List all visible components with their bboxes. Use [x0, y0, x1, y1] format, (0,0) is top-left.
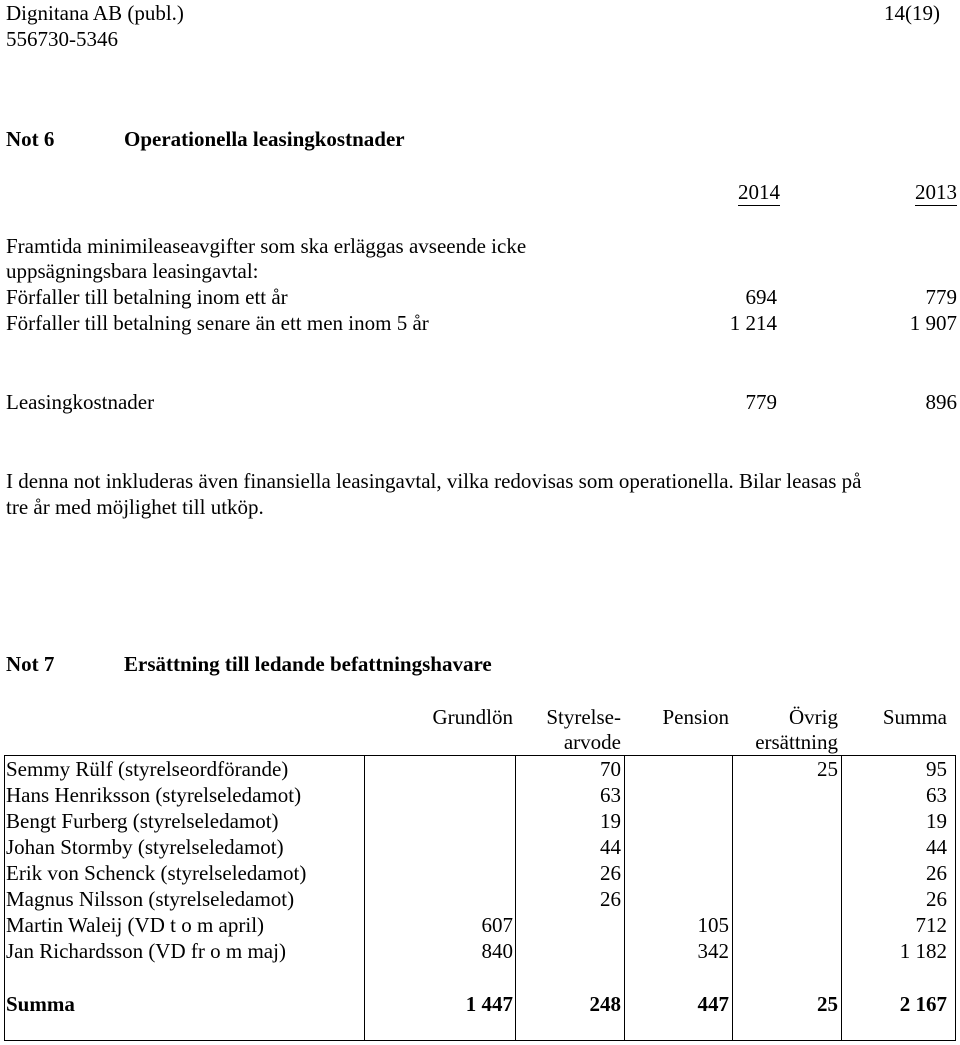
table-border-left — [4, 755, 5, 1041]
row-ovrig: 25 — [817, 757, 838, 781]
leasingkostnader-label: Leasingkostnader — [6, 390, 155, 414]
row-arvode: 19 — [600, 809, 621, 833]
col-header-arvode: arvode — [563, 730, 621, 754]
note6-number: Not 6 — [6, 127, 55, 151]
row-name: Johan Stormby (styrelseledamot) — [6, 835, 284, 859]
table-divider — [841, 755, 842, 1041]
col-header-pension: Pension — [662, 705, 729, 729]
note6-year-2014: 2014 — [738, 180, 780, 204]
row-name: Semmy Rülf (styrelseordförande) — [6, 757, 289, 781]
note6-year-2013: 2013 — [915, 180, 957, 204]
note6-row-value-2013: 779 — [925, 285, 957, 309]
row-arvode: 44 — [600, 835, 621, 859]
table-border-right — [955, 755, 956, 1041]
row-arvode: 63 — [600, 783, 621, 807]
total-label: Summa — [6, 992, 75, 1016]
row-summa: 26 — [926, 887, 947, 911]
col-header-ovrig: Övrig — [789, 705, 838, 729]
table-bottom-border — [4, 1040, 956, 1041]
table-divider — [364, 755, 365, 1041]
row-pension: 105 — [697, 913, 729, 937]
row-summa: 19 — [926, 809, 947, 833]
note6-row-value-2014: 1 214 — [729, 311, 777, 335]
table-divider — [732, 755, 733, 1041]
col-header-styrelse: Styrelse- — [546, 705, 621, 729]
page-number: 14(19) — [884, 1, 940, 25]
note6-text-line2: tre år med möjlighet till utköp. — [6, 495, 264, 519]
note7-number: Not 7 — [6, 652, 55, 676]
row-arvode: 26 — [600, 887, 621, 911]
row-name: Bengt Furberg (styrelseledamot) — [6, 809, 279, 833]
row-name: Magnus Nilsson (styrelseledamot) — [6, 887, 295, 911]
row-name: Hans Henriksson (styrelseledamot) — [6, 783, 302, 807]
row-summa: 1 182 — [899, 939, 947, 963]
row-arvode: 70 — [600, 757, 621, 781]
col-header-ersattning: ersättning — [755, 730, 838, 754]
note6-intro-line2: uppsägningsbara leasingavtal: — [6, 259, 259, 283]
leasingkostnader-2013: 896 — [925, 390, 957, 414]
company-name: Dignitana AB (publ.) — [6, 1, 184, 25]
row-grundlon: 840 — [481, 939, 513, 963]
note6-title: Operationella leasingkostnader — [124, 127, 405, 151]
note6-row-label: Förfaller till betalning senare än ett men inom 5 år — [6, 311, 429, 335]
total-grundlon: 1 447 — [465, 992, 513, 1016]
row-pension: 342 — [697, 939, 729, 963]
row-grundlon: 607 — [481, 913, 513, 937]
row-arvode: 26 — [600, 861, 621, 885]
org-number: 556730-5346 — [6, 27, 118, 51]
row-name: Martin Waleij (VD t o m april) — [6, 913, 265, 937]
note7-title: Ersättning till ledande befattningshavare — [124, 652, 492, 676]
total-pension: 447 — [697, 992, 729, 1016]
col-header-grundlon: Grundlön — [432, 705, 513, 729]
note6-text-line1: I denna not inkluderas även finansiella leasingavtal, vilka redovisas som operationella. Bilar leasas på — [6, 469, 862, 493]
total-summa: 2 167 — [899, 992, 947, 1016]
row-name: Erik von Schenck (styrelseledamot) — [6, 861, 307, 885]
row-summa: 26 — [926, 861, 947, 885]
row-summa: 63 — [926, 783, 947, 807]
table-divider — [624, 755, 625, 1041]
note6-intro-line1: Framtida minimileaseavgifter som ska erläggas avseende icke — [6, 234, 527, 258]
table-divider — [515, 755, 516, 1041]
col-header-summa: Summa — [882, 705, 947, 729]
leasingkostnader-2014: 779 — [745, 390, 777, 414]
total-ovrig: 25 — [817, 992, 838, 1016]
row-name: Jan Richardsson (VD fr o m maj) — [6, 939, 286, 963]
row-summa: 95 — [926, 757, 947, 781]
note6-row-value-2013: 1 907 — [909, 311, 957, 335]
note6-row-label: Förfaller till betalning inom ett år — [6, 285, 288, 309]
row-summa: 712 — [915, 913, 947, 937]
row-summa: 44 — [926, 835, 947, 859]
table-top-border — [4, 755, 956, 756]
total-arvode: 248 — [589, 992, 621, 1016]
note6-row-value-2014: 694 — [745, 285, 777, 309]
